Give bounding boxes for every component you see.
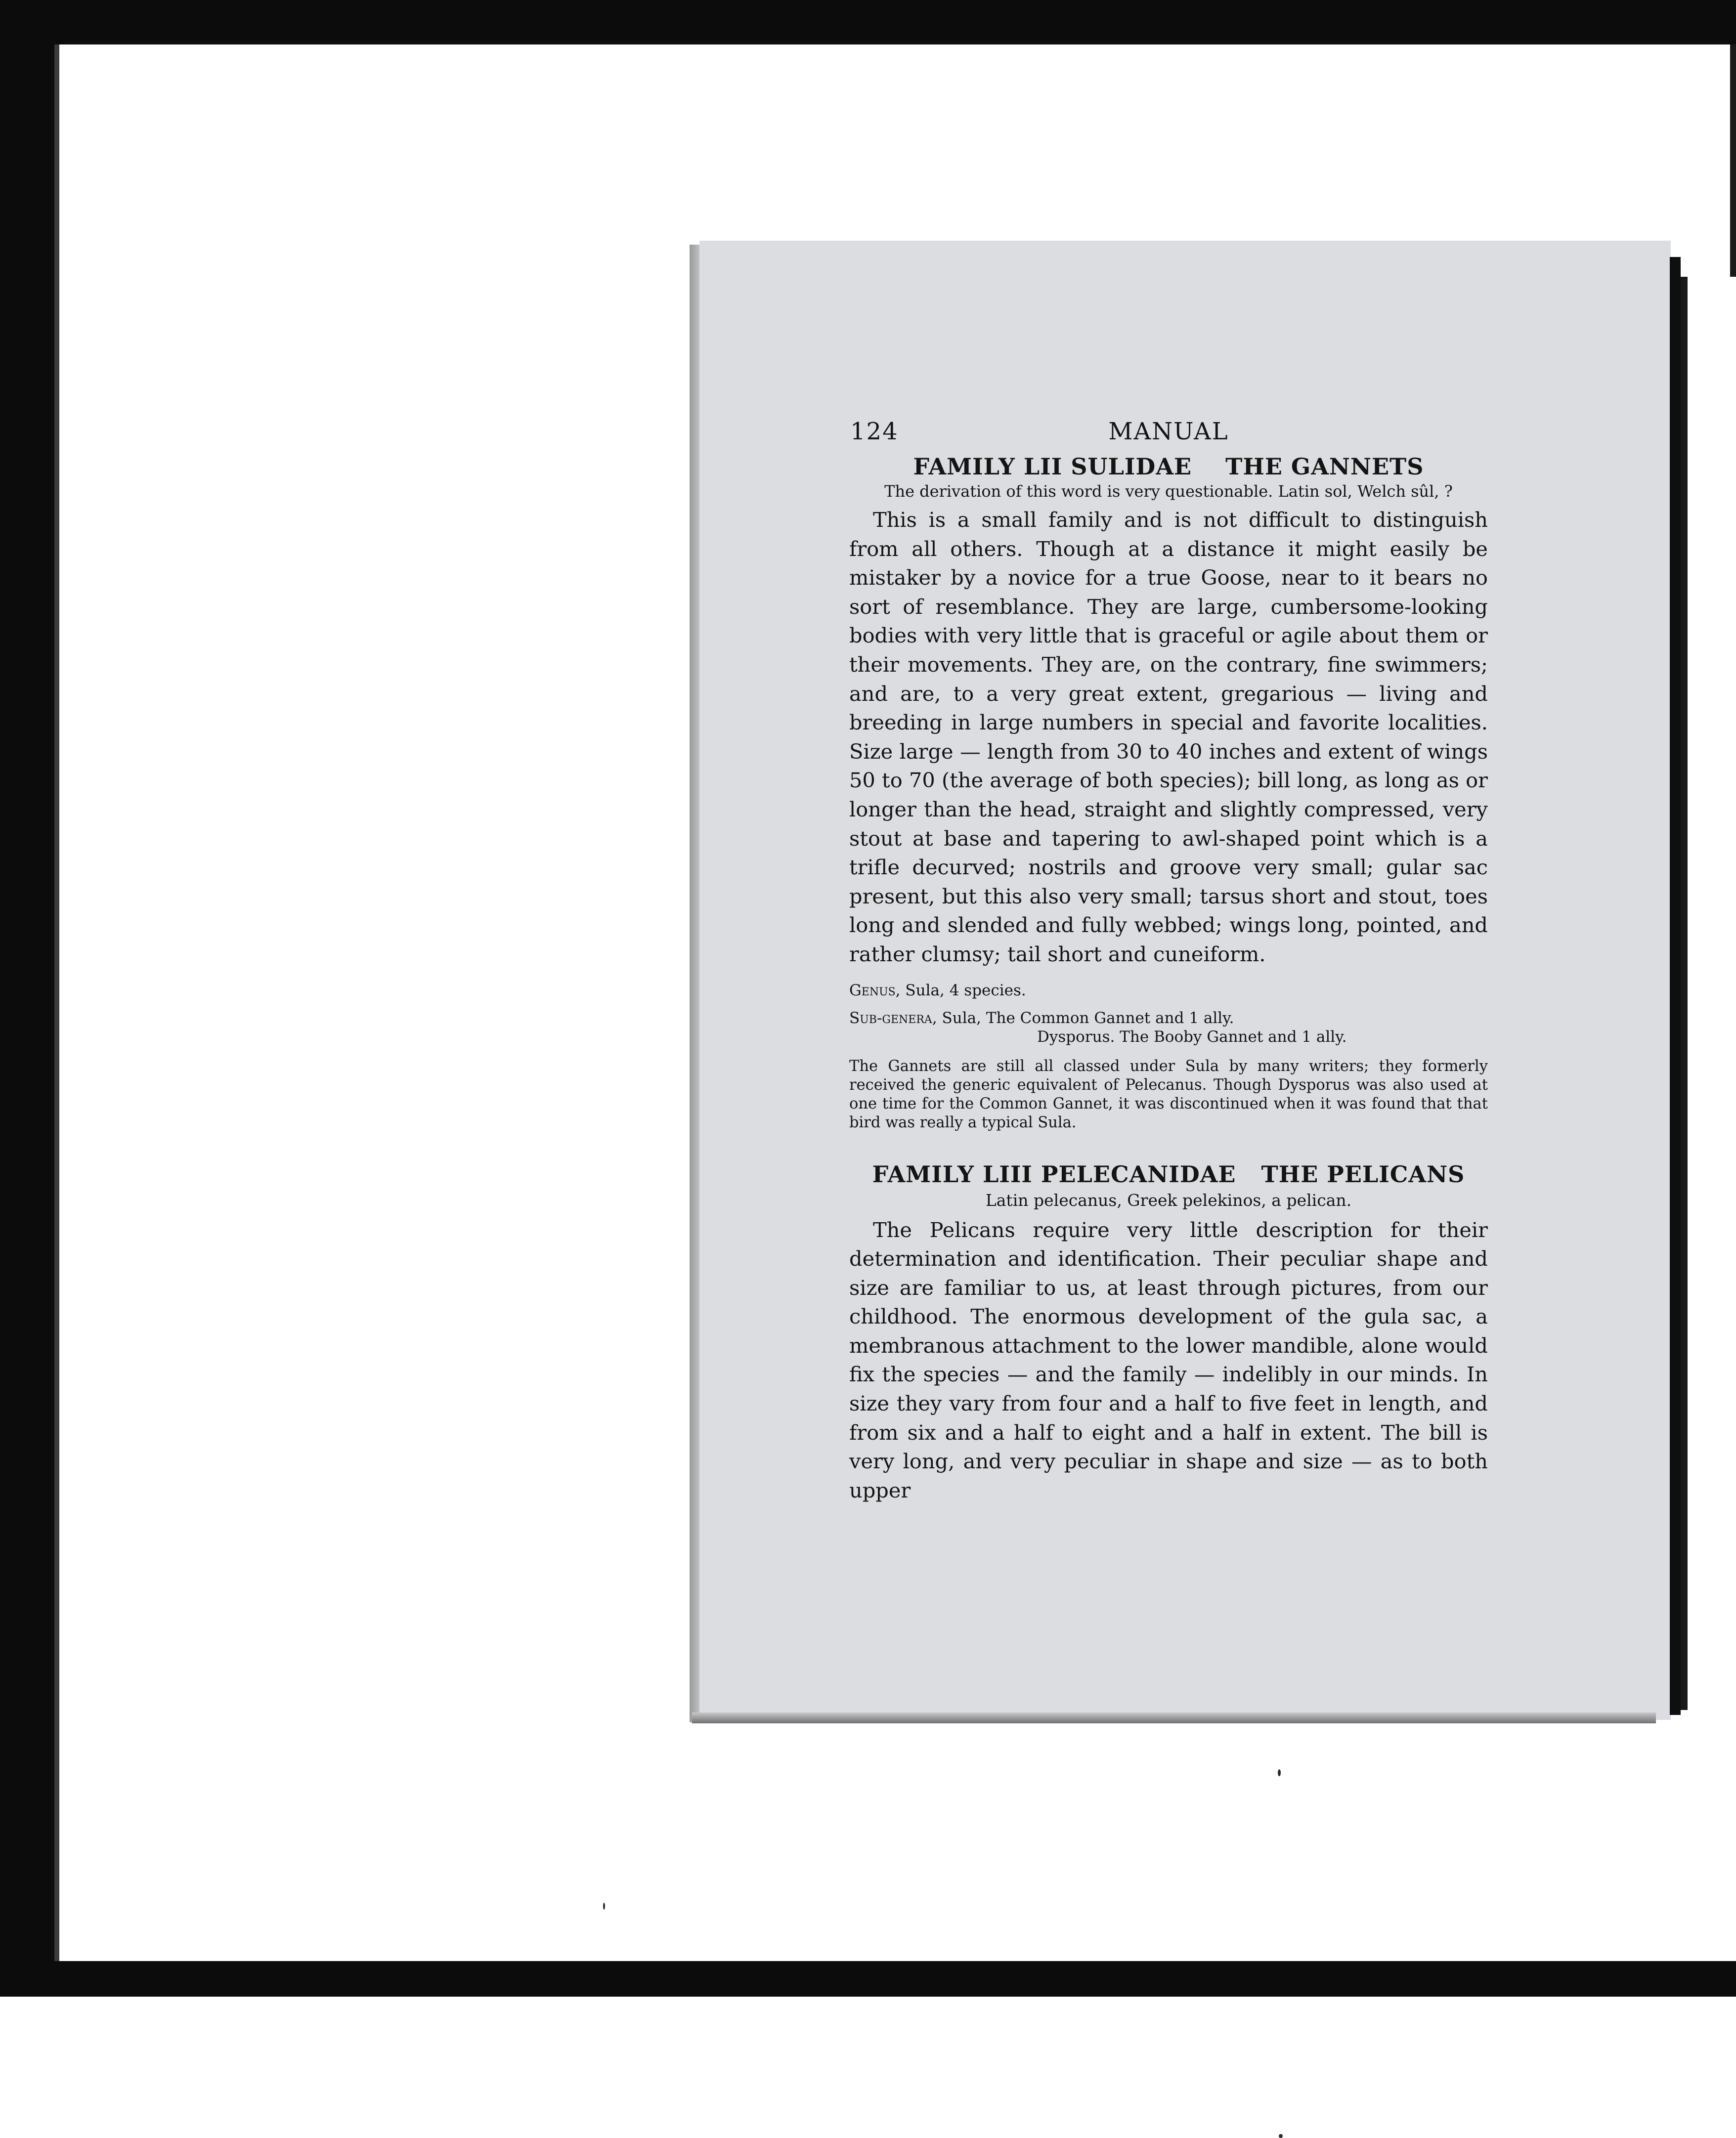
- family-heading-sulidae: FAMILY LII SULIDAE THE GANNETS: [913, 453, 1424, 480]
- scan-speck: [1279, 2134, 1283, 2138]
- derivation-sulidae: The derivation of this word is very questionable. Latin sol, Welch sûl, ?: [884, 482, 1453, 501]
- film-frame-top: [0, 0, 1736, 44]
- page-number: 124: [850, 418, 899, 445]
- film-frame-left-inner: [54, 44, 59, 1961]
- subgenera-dysporus: Dysporus. The Booby Gannet and 1 ally.: [1037, 1027, 1347, 1046]
- subgenera-label: Sub-genera,: [849, 1009, 937, 1027]
- genus-line: [849, 981, 1488, 1000]
- derivation-pelecanidae: Latin pelecanus, Greek pelekinos, a pelican.: [985, 1190, 1352, 1210]
- description-sulidae: This is a small family and is not difficult to distinguish from all others. Though at a distance it might easily be mistaker by a novice for a true Goose, near to it bears no sort of resemblance. They are large, cumbersome-looking bodies with very little that is graceful or agile about them or their movements. They are, on the contrary, fine swimmers; and are, to a very great extent, gregarious — living and breeding in large numbers in special and favorite localities. Size large — length from 30 to 40 inches and extent of wings 50 to 70 (the average of both species); bill long, as long as or longer than the head, straight and slightly compressed, very stout at base and tapering to awl-shaped point which is a trifle decurved; nostrils and groove very small; gular sac present, but this also very small; tarsus short and stout, toes long and slended and fully webbed; wings long, pointed, and rather clumsy; tail short and cuneiform.: [849, 508, 1488, 966]
- subgenera-line-2: [849, 1027, 1488, 1046]
- film-frame-left: [0, 0, 54, 1997]
- subgenera-sula: Sula, The Common Gannet and 1 ally.: [942, 1009, 1234, 1027]
- gannets-note: The Gannets are still all classed under Sula by many writers; they formerly received the generic equivalent of Pelecanus. Though Dysporus was also used at one time for the Common Gannet, it was discontinued when it was found that that bird was really a typical Sula.: [849, 1057, 1488, 1131]
- film-frame-right-strip: [1730, 44, 1736, 277]
- family-heading-pelecanidae: FAMILY LIII PELECANIDAE THE PELICANS: [872, 1160, 1465, 1188]
- scan-speck: [1278, 1769, 1281, 1776]
- scan-speck: [603, 1903, 605, 1910]
- description-pelecanidae: The Pelicans require very little description for their determination and identification. Their peculiar shape and size are familiar to us, at least through pictures, from our childhood. The enormous development of the gula sac, a membranous attachment to the lower mandible, alone would fix the species — and the family — indelibly in our minds. In size they vary from four and a half to five feet in length, and from six and a half to eight and a half in extent. The bill is very long, and very peculiar in shape and size — as to both upper: [849, 1217, 1488, 1502]
- page-text: [849, 418, 1488, 1505]
- book-spine: [1670, 257, 1681, 1715]
- facing-page-edge: [1681, 277, 1688, 1710]
- running-head-title: MANUAL: [1108, 418, 1229, 445]
- genus-value: Sula, 4 species.: [905, 981, 1026, 999]
- page-edge-bottom: [692, 1712, 1656, 1723]
- subgenera-line-1: [849, 1009, 1488, 1027]
- film-frame-bottom: [0, 1961, 1736, 1997]
- genus-label: Genus,: [849, 981, 901, 999]
- facing-page: [1681, 277, 1736, 1710]
- running-head: [849, 418, 1488, 452]
